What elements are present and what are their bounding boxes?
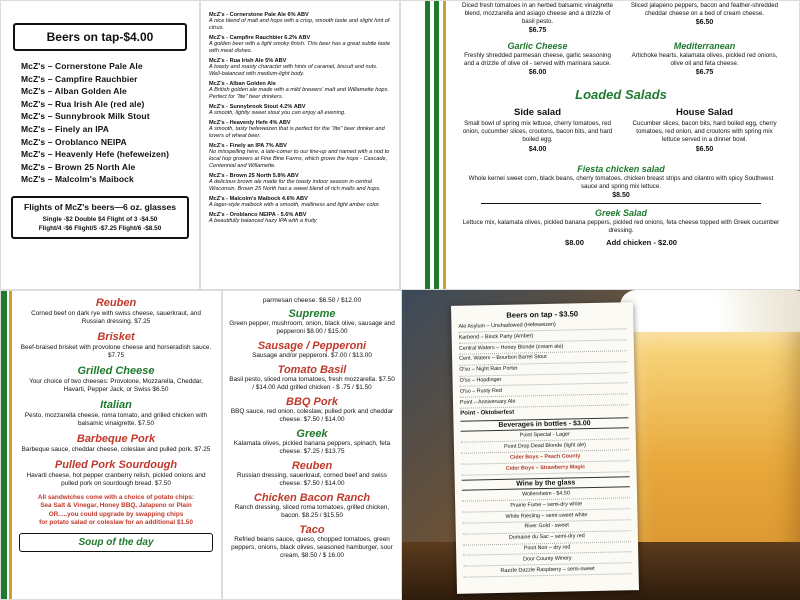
beer-list-item: McZ's – Cornerstone Pale Ale (21, 61, 143, 71)
menu-item-name: Mediterranean (673, 41, 736, 52)
menu-item-description: Small bowl of spring mix lettuce, cherry tomatoes, red onion, cucumber slices, croutons, bacon bits, and hard boiled egg. (462, 120, 613, 144)
beer-description-name: McZ's - Campfire Rauchbier 6.2% ABV (209, 34, 311, 41)
menu-item-name: Italian (100, 399, 132, 411)
menu-item-name: Side salad (514, 107, 561, 119)
beer-description (209, 58, 391, 78)
beer-description-name: McZ's - Oroblanco NEIPA - 5.6% ABV (209, 211, 307, 218)
menu-item-description: Corned beef on dark rye with swiss cheese, sauerkraut, and Russian dressing. $7.25 (31, 310, 201, 325)
menu-item-name: Reuben (95, 297, 137, 309)
bottles-heading: Beverages in bottles - $3.00 (460, 417, 628, 432)
bottle-line: Cider Boys – Peach County (461, 452, 629, 465)
beer-description-text: A toasty and roasty character with hints of caramel, biscuit and nuts. Well-balanced with medium-light body. (209, 63, 378, 77)
beer-description-name: McZ's - Alban Golden Ale (209, 80, 276, 87)
menu-item (461, 208, 781, 247)
pizza-panel (222, 290, 402, 600)
flights-row: Single -$2 Double $4 Flight of 3 -$4.50 (42, 216, 158, 224)
menu-item (229, 460, 395, 488)
menu-item (229, 364, 395, 392)
beer-description-name: McZ's - Rua Irish Ale 5% ABV (209, 57, 287, 64)
menu-item-name: Supreme (288, 308, 336, 320)
menu-item-name: Pulled Pork Sourdough (54, 459, 178, 471)
wine-line: Door County Winery (463, 554, 631, 567)
menu-item-description: Ranch dressing, sliced roma tomatoes, grilled chicken, bacon. $8.25 / $15.50 (234, 504, 390, 519)
beer-description-name: McZ's - Heavenly Hefe 4% ABV (209, 119, 291, 126)
tap-line: Central Waters – Honey Blonde (cream ale) (459, 342, 627, 355)
menu-item-description: Russian dressing, sauerkraut, corned beef and swiss cheese. $7.50 / $14.00 (237, 472, 387, 487)
menu-item-price: $8.00 (564, 237, 584, 247)
menu-item-name: Grilled Cheese (77, 365, 155, 377)
wine-line: Pinot Noir – dry red (463, 543, 631, 556)
wine-heading: Wine by the glass (462, 476, 630, 491)
beer-foam (620, 290, 800, 332)
beer-description (209, 173, 391, 193)
decorative-green-stripe (425, 1, 430, 289)
soup-of-the-day-box (19, 533, 213, 552)
beer-description-text: A lager-style maibock with a smooth, maltiness and light amber color. (209, 201, 381, 208)
beer-list-item: McZ's – Campfire Rauchbier (21, 73, 138, 84)
menu-item-price: $6.00 (528, 69, 547, 77)
menu-item-description: Diced fresh tomatoes in an herbed balsamic vinaigrette blend, mozzarella and asiago cheese and a drizzle of basil pesto. (462, 2, 613, 26)
footnote-line: OR.....you could upgrade by swapping chips (48, 510, 184, 518)
menu-item-description: Whole kernel sweet corn, black beans, cherry tomatoes, chicken breast strips and cilantro with spicy Southwest sauce and spring mix lettuce. (468, 174, 774, 190)
beers-title: Beers on tap-$4.00 (13, 23, 187, 51)
beer-list-item: McZ's – Malcolm's Maibock (21, 174, 134, 185)
menu-item (19, 297, 213, 326)
footnote-line: All sandwiches come with a choice of potato chips: (37, 494, 195, 501)
beer-description (209, 12, 391, 32)
menu-item (19, 399, 213, 428)
menu-item-description: Refried beans sauce, queso, chopped tomatoes, green peppers, onions, black olives, seasoned hamburger, sour cream, $8.50 / $ 16.00 (231, 536, 393, 559)
decorative-green-stripe (1, 291, 7, 599)
wine-line: White Riesling – semi-sweet white (462, 511, 630, 524)
menu-item (229, 492, 395, 520)
menu-item-description: Sausage and/or pepperoni. $7.00 / $13.00 (252, 352, 372, 359)
decorative-gold-stripe (9, 291, 12, 599)
beer-description-text: A nice blend of malt and hops with a crisp, smooth taste and slight hint of citrus. (209, 18, 390, 31)
menu-item-price: $6.75 (695, 69, 714, 77)
menu-item-name: House Salad (675, 107, 734, 119)
sandwich-footnote (19, 494, 213, 527)
beer-description (209, 104, 391, 117)
tap-note: Point - Oktoberfest (460, 409, 515, 417)
beer-description (209, 35, 391, 55)
beer-list-item: McZ's – Rua Irish Ale (red ale) (21, 98, 145, 109)
menu-item-name: Greek Salad (594, 207, 648, 218)
beer-description-text: A delicious brown ale made for the toasty indoor season in central Wisconsin. Brown 25 North has a sweet blend of rich malts and hops. (209, 178, 381, 192)
menu-item-name: Greek (296, 428, 328, 440)
wine-line: Prairie Fume – semi-dry white (462, 500, 630, 513)
beer-description-name: McZ's - Sunnybrook Stout 4.2% ABV (209, 103, 306, 110)
divider (481, 203, 761, 204)
menu-item-description: Artichoke hearts, kalamata olives, pickled red onions, olive oil and feta cheese. (631, 52, 778, 68)
menu-item-description: Havarti cheese, hot pepper cranberry relish, pickled onions and pulled pork on sourdough bread. $7.50 (26, 472, 206, 487)
tap-line: O'so – Hopdinger (460, 374, 628, 387)
beer-list-item: McZ's – Alban Golden Ale (21, 86, 127, 97)
menu-item-description: Beef-braised brisket with provolone cheese and horseradish sauce. $7.75 (20, 344, 212, 359)
beer-list-item: McZ's – Sunnybrook Milk Stout (21, 111, 150, 122)
menu-item (628, 107, 781, 152)
beer-description-name: McZ's - Finely an IPA 7% ABV (209, 142, 287, 149)
menu-item (229, 428, 395, 456)
beer-list-item: McZ's – Heavenly Hefe (hefeweizen) (21, 149, 170, 160)
tap-line: O'so – Rusty Red (460, 385, 628, 398)
bottle-line: Cider Boys – Strawberry Magic (461, 463, 629, 476)
beer-description-name: McZ's - Cornerstone Pale Ale 6% ABV (209, 12, 309, 18)
menu-item-name: Reuben (291, 460, 333, 472)
menu-item-name: Fiesta chicken salad (577, 163, 665, 174)
decorative-green-stripe (434, 1, 439, 289)
menu-item-description: Basil pesto, sliced roma tomatoes, fresh mozzarella. $7.50 / $14.00 Add grilled chicken - $ .75 / $1.50 (229, 376, 395, 391)
menu-item-price: $6.75 (528, 27, 547, 35)
menu-item-description: Sliced jalapeno peppers, bacon and feather-shredded cheddar cheese on a bed of cream cheese. (630, 2, 779, 18)
menu-item-name: Chicken Bacon Ranch (253, 492, 371, 504)
beer-description-text: A British golden ale made with a mild brewers' malt and Willamette hops. Perfect for "lite" beer drinkers. (209, 86, 389, 100)
bottle-line: Point Special - Lager (461, 430, 629, 443)
menu-item (628, 2, 781, 26)
menu-item-description: Kalamata olives, pickled banana peppers, spinach, feta cheese. $7.25 / $13.75 (233, 440, 391, 455)
sandwiches-panel (0, 290, 222, 600)
drink-menu-title: Beers on tap - $3.50 (506, 309, 579, 320)
menu-item (229, 308, 395, 336)
footnote-line: for potato salad or coleslaw for an additional $1.50 (39, 518, 193, 526)
menu-item-price: $8.50 (612, 191, 630, 199)
menu-item (19, 459, 213, 488)
menu-item-description: Lettuce mix, kalamata olives, pickled banana peppers, pickled red onions, feta cheese topped with Greek cucumber dressing. (462, 218, 780, 234)
menu-item-description: Your choice of two cheeses: Provolone, Mozzarella, Cheddar, Havarti, Pepper Jack, or Swiss $6.50 (29, 378, 203, 393)
menu-item-name: BBQ Pork (286, 396, 338, 408)
flights-row: Flight/4 -$6 Flight/5 -$7.25 Flight/6 -$8.50 (38, 224, 162, 232)
drink-menu-card (451, 302, 639, 594)
menu-item-price: $6.50 (695, 145, 714, 153)
menu-item-description: Cucumber slices, bacon bits, hard boiled egg, cherry tomatoes, red onion, and croutons with spring mix lettuce served in a dinner bowl. (632, 120, 777, 144)
flights-box (11, 196, 189, 239)
menu-item-description: BBQ sauce, red onion, coleslaw, pulled pork and cheddar cheese. $7.50 / $14.00 (230, 408, 394, 423)
menu-item-name: Brisket (97, 331, 135, 343)
menu-item-name: Taco (299, 524, 325, 536)
menu-item (628, 41, 781, 76)
beer-description-text: No misspelling here, a late-comer to our line-up and named with a nod to local hop growers at Fine Bine Farms, which grows the hops - Cascade, Centennial and Willamette. (209, 148, 390, 169)
footnote-line: Sea Salt & Vinegar, Honey BBQ, Jalapeno or Plain (40, 502, 192, 510)
beer-description-name: McZ's - Brown 25 North 5.8% ABV (209, 172, 299, 179)
tap-line: Karbend – Block Party (Amber) (459, 331, 627, 344)
tap-line: Point – Anniversary Ale (460, 396, 628, 409)
price-row (461, 238, 781, 247)
tap-line: Ale Asylum – Unshadowed (Hefeweizen) (458, 320, 626, 333)
beer-list-item: McZ's – Finely an IPA (21, 123, 110, 134)
menu-item-price: $6.50 (695, 19, 714, 27)
beer-description (209, 120, 391, 140)
tap-line: O'so – Night Rain Porter (459, 364, 627, 377)
menu-item-name: Sausage / Pepperoni (257, 340, 367, 352)
beer-description-name: McZ's - Malcolm's Maibock 4.6% ABV (209, 195, 308, 202)
menu-item (461, 164, 781, 199)
menu-item-description: Green pepper, mushroom, onion, black olive, sausage and pepperoni $8.00 / $15.00 (229, 320, 395, 335)
beer-description (209, 212, 391, 225)
menu-item-description: Barbeque sauce, cheddar cheese, coleslaw and pulled pork. $7.25 (21, 446, 211, 453)
continued-text: parmesan cheese. $6.50 / $12.00 (262, 297, 362, 304)
beer-description-text: A smooth, tasty hefeweizen that is perfect for the "lite" beer drinker and lovers of wheat beer. (209, 125, 385, 139)
menu-item (19, 433, 213, 454)
beer-descriptions-panel (200, 0, 400, 290)
photo-with-drink-menu (402, 290, 800, 600)
menu-item-name: Garlic Cheese (507, 41, 568, 52)
menu-item (461, 2, 614, 34)
menu-item (461, 41, 614, 76)
beer-description (209, 143, 391, 170)
menu-item (19, 331, 213, 360)
menu-item-name: Tomato Basil (277, 364, 347, 376)
beers-on-tap-panel (0, 0, 200, 290)
menu-item (19, 365, 213, 394)
beer-list-item: McZ's – Oroblanco NEIPA (21, 136, 127, 147)
wine-line: Razzle Dazzle Raspberry – semi-sweet (464, 565, 632, 578)
tap-line: Cent. Waters – Bourbon Barrel Stout (459, 353, 627, 366)
beer-description-text: A beautifully balanced hazy IPA with a fruity (209, 217, 317, 224)
menu-item (461, 107, 614, 152)
wine-line: Wollersheim - $4.50 (462, 489, 630, 502)
menu-item-description: Freshly shredded parmesan cheese, garlic seasoning and a drizzle of olive oil - served with marinara sauce. (463, 52, 612, 68)
beer-description (209, 196, 391, 209)
menu-item (229, 396, 395, 424)
beer-description-text: A smooth, lightly sweet stout you can enjoy all evening. (209, 109, 346, 116)
menu-item-price: $4.00 (528, 145, 547, 153)
beer-description (209, 81, 391, 101)
wine-line: River Gold - sweet (463, 522, 631, 535)
salads-panel (400, 0, 800, 290)
menu-item (229, 340, 395, 360)
bottle-line: Point Drop Dead Blonde (light ale) (461, 441, 629, 454)
soup-title: Soup of the day (78, 537, 154, 549)
menu-item-name: Barbeque Pork (76, 433, 156, 445)
beer-description-text: A golden beer with a light smoky finish. This beer has a great subtle taste with meat dishes. (209, 40, 391, 54)
beer-list-item: McZ's – Brown 25 North Ale (21, 161, 136, 172)
wine-line: Domaine du Sac – semi-dry red (463, 532, 631, 545)
flights-title: Flights of McZ's beers—6 oz. glasses (24, 202, 176, 213)
decorative-gold-stripe (443, 1, 446, 289)
add-chicken-note: Add chicken - $2.00 (606, 237, 678, 247)
menu-item-description: Pesto, mozzarella cheese, roma tomato, and grilled chicken with balsamic vinaigrette. $7.50 (24, 412, 208, 427)
menu-item (229, 524, 395, 560)
loaded-salads-heading: Loaded Salads (575, 87, 667, 103)
